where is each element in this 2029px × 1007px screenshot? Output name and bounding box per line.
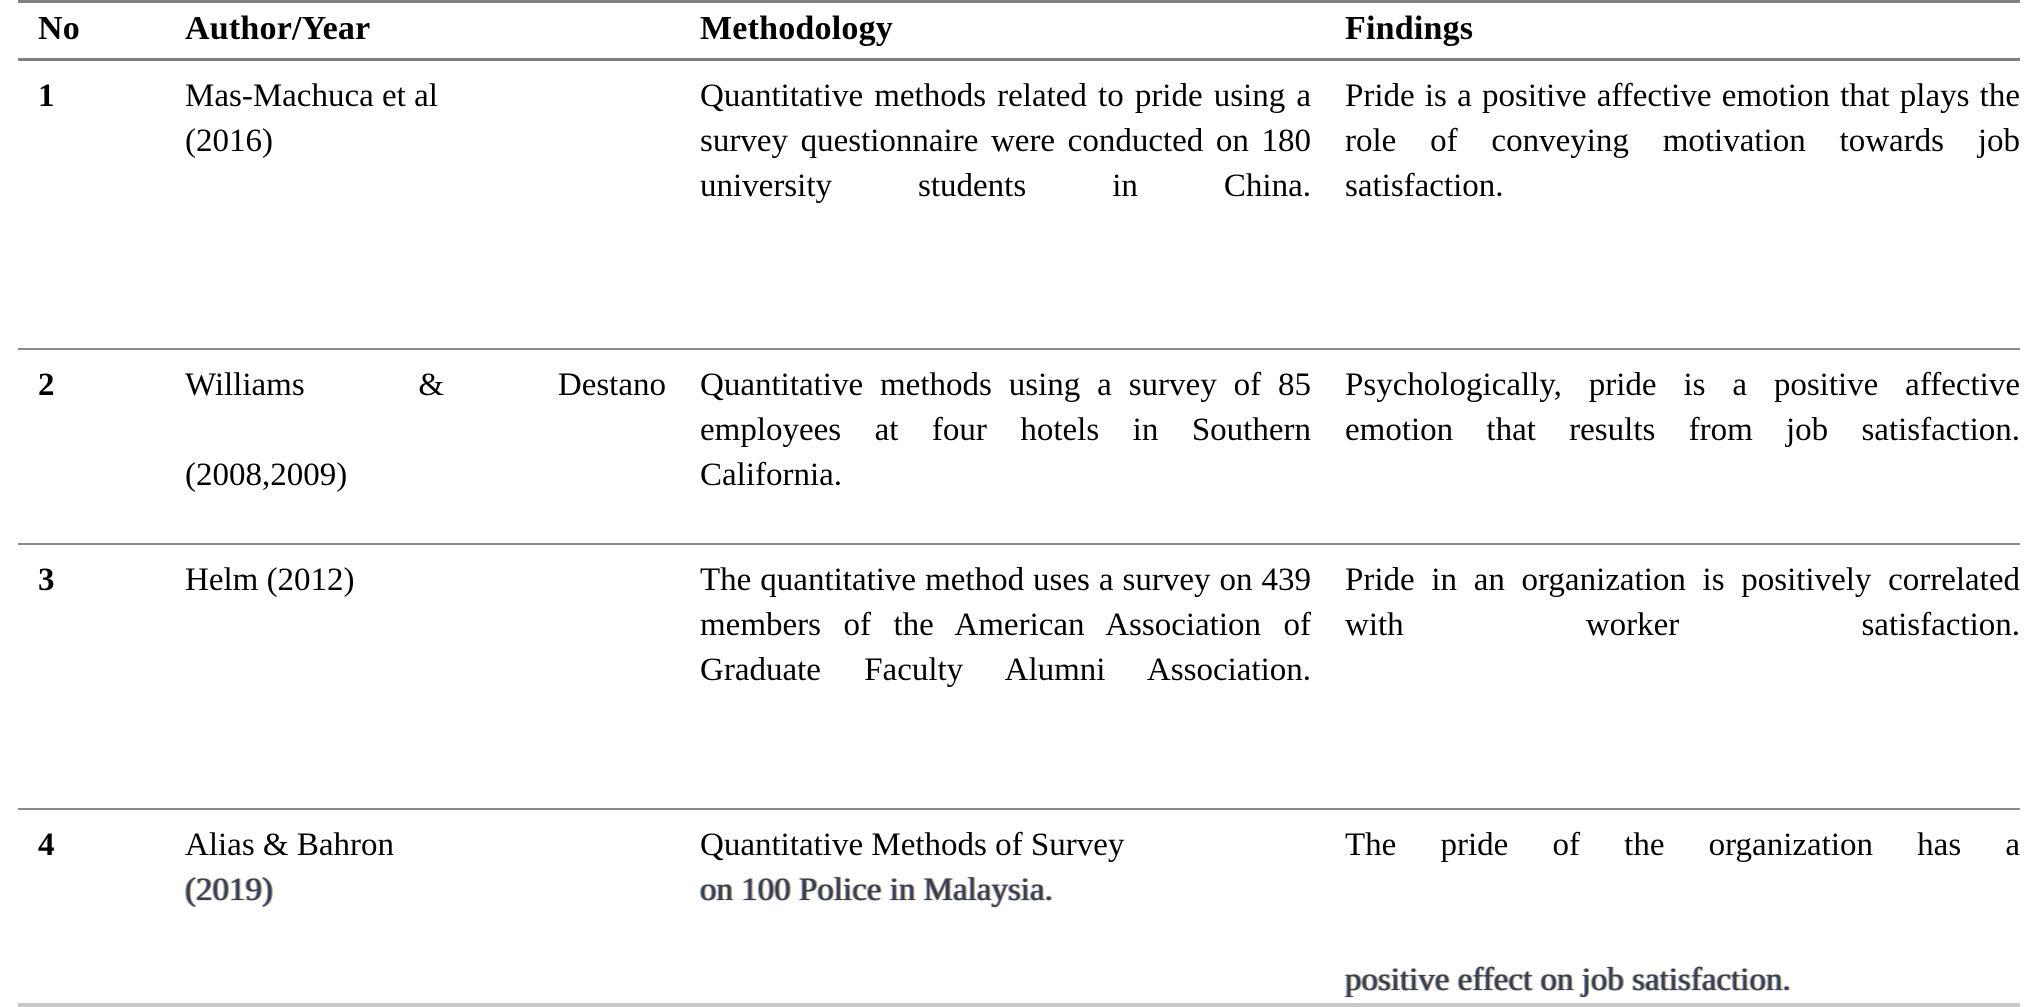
cell-findings [1345,544,2020,809]
methodology-text-line-1: Quantitative Methods of Survey [700,827,1125,863]
author-name-text: Alias & Bahron [185,827,394,863]
findings-text-line-2: positive effect on job satisfaction. [1345,962,1791,998]
column-header-methodology: Methodology [700,2,1345,60]
table-row [18,349,2020,544]
cell-methodology [700,809,1345,1005]
table-body [18,60,2020,1006]
author-name-text: Mas-Machuca et al [185,78,438,114]
column-header-author: Author/Year [185,2,700,60]
cell-methodology [700,349,1345,544]
table-row [18,544,2020,809]
cell-row-number: 1 [18,60,185,350]
cell-author-year [185,809,700,1005]
cell-author-year [185,349,700,544]
methodology-text: The quantitative method uses a survey on 439 members of the American Association of Graduate Faculty Alumni Association. [700,562,1311,688]
table-row [18,809,2020,1005]
findings-text: Pride is a positive affective emotion that plays the role of conveying motivation towards job satisfaction. [1345,78,2020,204]
table-row [18,60,2020,350]
cell-findings [1345,809,2020,1005]
methodology-text: Quantitative methods related to pride using a survey questionnaire were conducted on 180 university students in China. [700,78,1311,204]
cell-author-year [185,60,700,350]
cell-row-number: 4 [18,809,185,1005]
column-header-no: No [18,2,185,60]
methodology-text: Quantitative methods using a survey of 85 employees at four hotels in Southern California. [700,367,1311,493]
findings-text-line-1: The pride of the organization has a [1345,827,2020,863]
findings-text: Pride in an organization is positively correlated with worker satisfaction. [1345,562,2020,643]
column-header-findings: Findings [1345,2,2020,60]
table-header-row [18,2,2020,60]
author-year-text: (2016) [185,123,273,159]
cell-methodology [700,544,1345,809]
cell-row-number: 2 [18,349,185,544]
cell-author-year [185,544,700,809]
author-name-text: Helm (2012) [185,562,355,598]
author-year-text: (2008,2009) [185,457,348,493]
findings-text: Psychologically, pride is a positive affective emotion that results from job satisfaction. [1345,367,2020,448]
cell-row-number: 3 [18,544,185,809]
methodology-text-line-2: on 100 Police in Malaysia. [700,872,1053,908]
cell-methodology [700,60,1345,350]
cell-findings [1345,349,2020,544]
literature-review-table [18,0,2020,1007]
author-name-text: Williams & Destano [185,367,666,403]
table-header [18,2,2020,60]
author-year-text: (2019) [185,872,273,908]
cell-findings [1345,60,2020,350]
